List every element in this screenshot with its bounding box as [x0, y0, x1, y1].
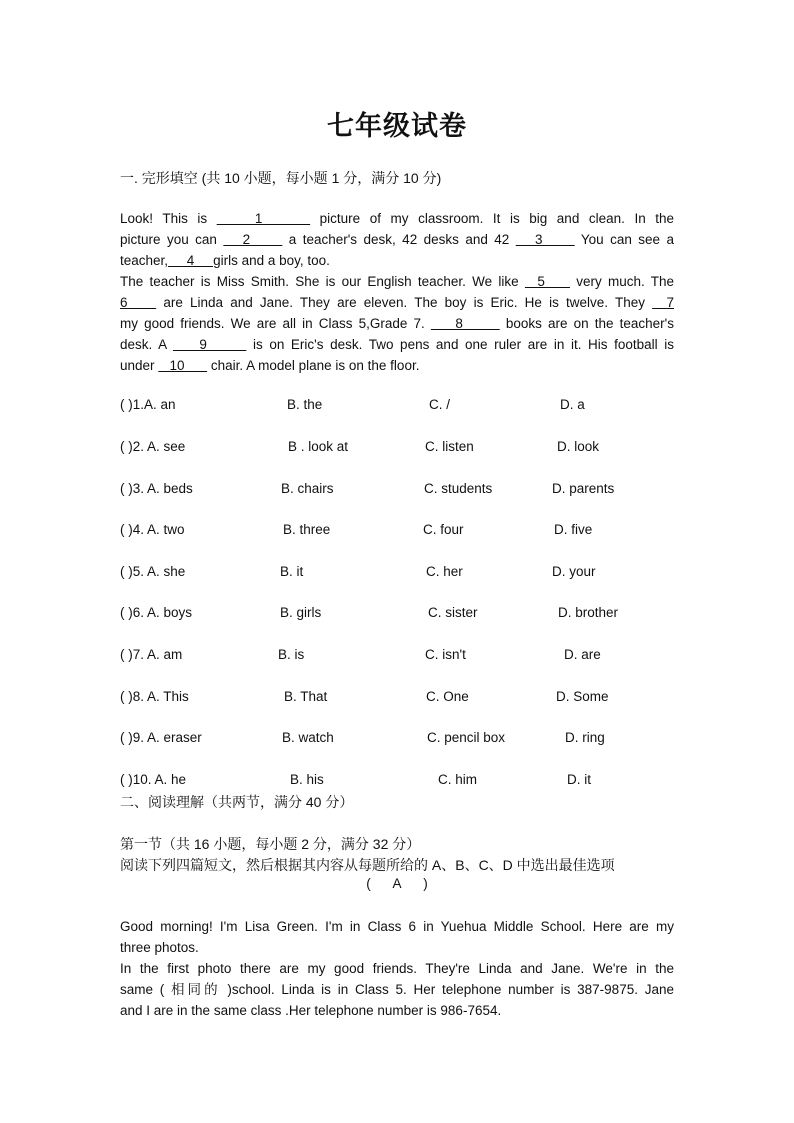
- option-b: B. watch: [282, 730, 334, 745]
- option-c: C. isn't: [425, 647, 466, 662]
- blank-6: 6: [120, 295, 157, 310]
- reading-line-5: and I are in the same class .Her telephone number is 986-7654.: [120, 1003, 502, 1018]
- option-b: B. That: [284, 689, 328, 704]
- question-number: ( )5. A. she: [120, 564, 186, 579]
- reading-passage: [120, 916, 674, 1021]
- question-number: ( )6. A. boys: [120, 605, 193, 620]
- option-b: B. three: [283, 522, 331, 537]
- option-d: D. it: [567, 772, 592, 787]
- question-number: ( )3. A. beds: [120, 481, 193, 496]
- option-d: D. are: [564, 647, 601, 662]
- blank-9: 9: [172, 337, 247, 352]
- question-number: ( )7. A. am: [120, 647, 183, 662]
- question-number: ( )2. A. see: [120, 439, 186, 454]
- question-row: [120, 689, 674, 709]
- option-b: B. chairs: [281, 481, 334, 496]
- section1-heading: 一. 完形填空 (共 10 小题，每小题 1 分，满分 10 分): [120, 170, 442, 186]
- blank-5: 5: [524, 274, 570, 289]
- reading-instruction: 阅读下列四篇短文，然后根据其内容从每题所给的 A、B、C、D 中选出最佳选项: [120, 857, 615, 873]
- blank-8: 8: [430, 316, 500, 331]
- option-c: C. pencil box: [427, 730, 506, 745]
- option-b: B . look at: [288, 439, 349, 454]
- option-d: D. brother: [558, 605, 619, 620]
- question-number: ( )8. A. This: [120, 689, 189, 704]
- question-row: [120, 772, 674, 792]
- option-d: D. Some: [556, 689, 609, 704]
- passage-tag: ( A ): [366, 876, 428, 891]
- blank-10: 10: [158, 358, 208, 373]
- blank-1: 1: [216, 211, 311, 226]
- option-d: D. ring: [565, 730, 605, 745]
- page-title: 七年级试卷: [327, 111, 467, 142]
- question-number: ( )1.A. an: [120, 397, 176, 412]
- blank-3: 3: [515, 232, 575, 247]
- option-b: B. his: [290, 772, 324, 787]
- passage-line-3: teacher, 4 girls and a boy, too.: [120, 253, 330, 268]
- question-row: [120, 647, 674, 667]
- option-b: B. is: [278, 647, 305, 662]
- reading-line-2: three photos.: [120, 940, 199, 955]
- cloze-passage: [120, 208, 674, 376]
- option-c: C. sister: [428, 605, 478, 620]
- option-d: D. five: [554, 522, 593, 537]
- option-b: B. it: [280, 564, 304, 579]
- question-row: [120, 564, 674, 584]
- section2-heading: 二、阅读理解（共两节，满分 40 分）: [120, 794, 354, 810]
- option-d: D. parents: [552, 481, 615, 496]
- option-b: B. girls: [280, 605, 322, 620]
- passage-line-8: under 10 chair. A model plane is on the floor.: [120, 358, 420, 373]
- option-c: C. One: [426, 689, 469, 704]
- option-d: D. your: [552, 564, 596, 579]
- passage-line-7: desk. A 9 is on Eric's desk. Two pens and one ruler are in it. His football is: [120, 337, 674, 352]
- passage-line-4: The teacher is Miss Smith. She is our English teacher. We like 5 very much. The: [120, 274, 674, 289]
- passage-line-6: my good friends. We are all in Class 5,Grade 7. 8 books are on the teacher's: [120, 316, 674, 331]
- question-number: ( )9. A. eraser: [120, 730, 202, 745]
- option-c: C. her: [426, 564, 463, 579]
- reading-line-3: In the first photo there are my good friends. They're Linda and Jane. We're in the: [120, 961, 674, 976]
- question-number: ( )4. A. two: [120, 522, 185, 537]
- option-d: D. a: [560, 397, 585, 412]
- reading-line-1: Good morning! I'm Lisa Green. I'm in Class 6 in Yuehua Middle School. Here are my: [120, 919, 674, 934]
- passage-line-2: picture you can 2 a teacher's desk, 42 desks and 42 3 You can see a: [120, 232, 675, 247]
- option-c: C. /: [429, 397, 451, 412]
- question-row: [120, 397, 674, 417]
- option-c: C. students: [424, 481, 493, 496]
- blank-2: 2: [223, 232, 283, 247]
- passage-line-1: Look! This is 1 picture of my classroom. It is big and clean. In the: [120, 211, 675, 226]
- question-row: [120, 730, 674, 750]
- blank-4: 4: [168, 253, 214, 268]
- part1-heading: 第一节（共 16 小题，每小题 2 分，满分 32 分）: [120, 836, 421, 852]
- option-d: D. look: [557, 439, 600, 454]
- option-c: C. him: [438, 772, 478, 787]
- option-b: B. the: [287, 397, 323, 412]
- question-row: [120, 439, 674, 459]
- reading-line-4: same ( 相同的 )school. Linda is in Class 5. Her telephone number is 387-9875. Jane: [120, 982, 674, 997]
- option-c: C. listen: [425, 439, 474, 454]
- question-row: [120, 481, 674, 501]
- passage-line-5: 6 are Linda and Jane. They are eleven. The boy is Eric. He is twelve. They 7: [120, 295, 674, 310]
- blank-7: 7: [652, 295, 674, 310]
- question-row: [120, 522, 674, 542]
- option-c: C. four: [423, 522, 464, 537]
- question-row: [120, 605, 674, 625]
- question-number: ( )10. A. he: [120, 772, 187, 787]
